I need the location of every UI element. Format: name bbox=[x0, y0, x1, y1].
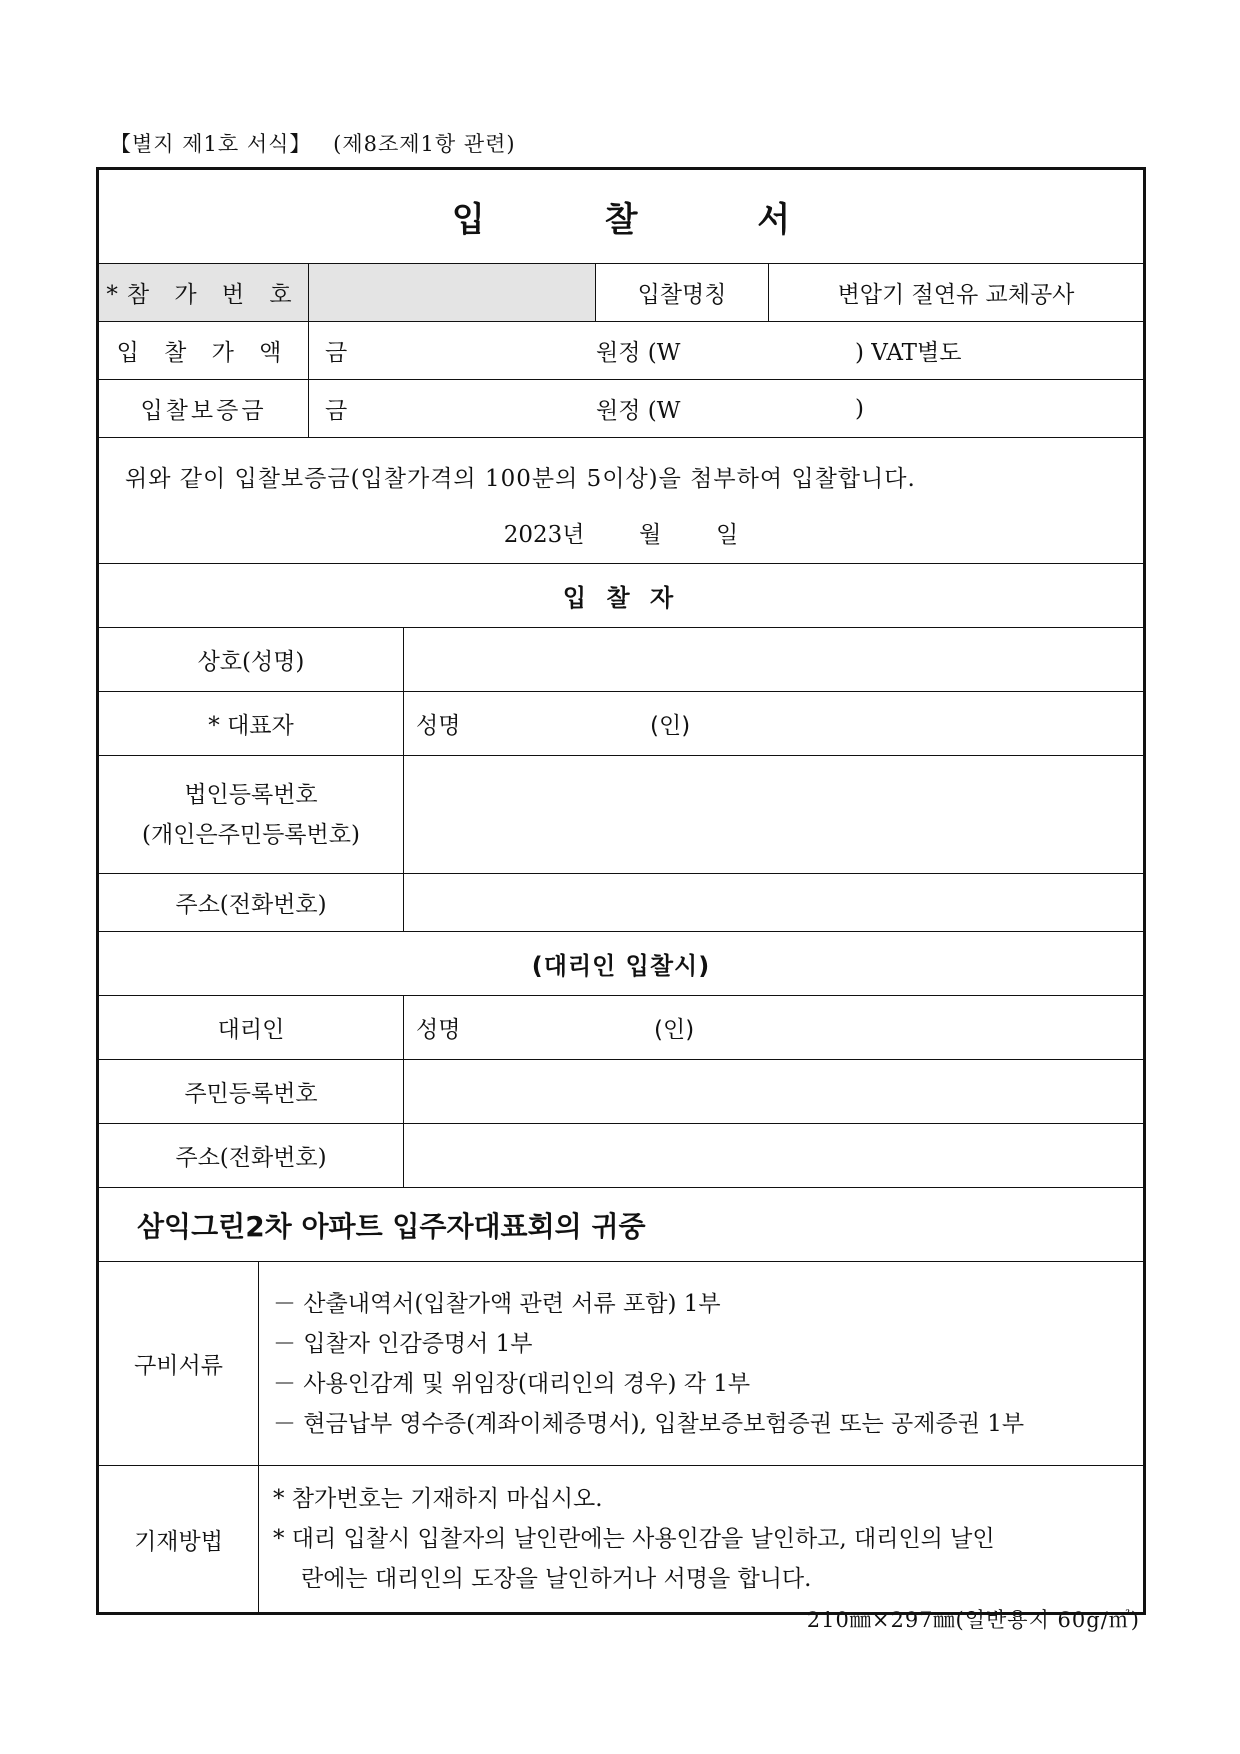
documents-row bbox=[99, 1262, 1143, 1466]
form-number: 【별지 제1호 서식】 bbox=[110, 132, 312, 156]
date-year: 2023년 bbox=[503, 522, 585, 548]
addressee: 삼익그린2차 아파트 입주자대표회의 귀중 bbox=[137, 1209, 646, 1243]
registration-field[interactable] bbox=[404, 756, 1143, 873]
agent-id-field[interactable] bbox=[404, 1060, 1143, 1123]
registration-label-note: (개인은주민등록번호) bbox=[142, 821, 360, 848]
bid-name-label: 입찰명칭 bbox=[637, 282, 727, 308]
company-row bbox=[99, 628, 1143, 692]
method-row bbox=[99, 1466, 1143, 1612]
bidder-heading: 입 찰 자 bbox=[562, 584, 680, 612]
representative-seal: (인) bbox=[650, 713, 691, 739]
agent-heading: (대리인 입찰시) bbox=[531, 952, 711, 980]
document-item: － 사용인감계 및 위임장(대리인의 경우) 각 1부 bbox=[273, 1370, 751, 1397]
registration-row bbox=[99, 756, 1143, 874]
deposit-label: 입찰보증금 bbox=[140, 398, 267, 424]
agent-id-label: 주민등록번호 bbox=[184, 1081, 318, 1107]
bid-amount-prefix: 금 bbox=[325, 340, 348, 366]
representative-row bbox=[99, 692, 1143, 756]
bidder-address-row bbox=[99, 874, 1143, 932]
participant-no-label: *참 가 번 호 bbox=[106, 282, 301, 308]
addressee-row bbox=[99, 1188, 1143, 1262]
method-line: * 참가번호는 기재하지 마십시오. bbox=[273, 1486, 603, 1512]
documents-list bbox=[259, 1262, 1024, 1465]
deposit-field[interactable] bbox=[309, 380, 1143, 437]
method-line: 란에는 대리인의 도장을 날인하거나 서명을 합니다. bbox=[301, 1566, 812, 1592]
participant-row bbox=[99, 264, 1143, 322]
statement-text: 위와 같이 입찰보증금(입찰가격의 100분의 5이상)을 첨부하여 입찰합니다. bbox=[125, 466, 916, 492]
bid-name-value: 변압기 절연유 교체공사 bbox=[837, 282, 1075, 308]
bid-amount-label: 입 찰 가 액 bbox=[116, 340, 291, 366]
bid-amount-suffix: ) VAT별도 bbox=[855, 340, 962, 366]
method-line: * 대리 입찰시 입찰자의 날인란에는 사용인감을 날인하고, 대리인의 날인 bbox=[273, 1526, 995, 1552]
title-row bbox=[99, 170, 1143, 264]
representative-label: * 대표자 bbox=[208, 713, 294, 739]
bid-amount-mid: 원정 (W bbox=[596, 340, 681, 366]
bidder-address-field[interactable] bbox=[404, 874, 1143, 931]
agent-row bbox=[99, 996, 1143, 1060]
paper-spec: 210㎜×297㎜(일반용지 60g/㎡) bbox=[806, 1608, 1140, 1632]
agent-seal: (인) bbox=[654, 1017, 695, 1043]
agent-address-label: 주소(전화번호) bbox=[175, 1145, 327, 1171]
method-label: 기재방법 bbox=[134, 1528, 223, 1555]
agent-id-row bbox=[99, 1060, 1143, 1124]
deposit-row bbox=[99, 380, 1143, 438]
statement-row bbox=[99, 438, 1143, 564]
date-month: 월 bbox=[639, 522, 662, 548]
agent-address-field[interactable] bbox=[404, 1124, 1143, 1187]
documents-label: 구비서류 bbox=[134, 1353, 223, 1379]
bid-amount-row bbox=[99, 322, 1143, 380]
document-item: － 입찰자 인감증명서 1부 bbox=[273, 1330, 533, 1357]
bidder-heading-row bbox=[99, 564, 1143, 628]
document-item: － 현금납부 영수증(계좌이체증명서), 입찰보증보험증권 또는 공제증권 1부 bbox=[273, 1410, 1025, 1437]
agent-heading-row bbox=[99, 932, 1143, 996]
deposit-prefix: 금 bbox=[325, 398, 348, 424]
form-title: 입 찰 서 bbox=[451, 200, 845, 240]
date-day: 일 bbox=[716, 522, 739, 548]
bid-form bbox=[96, 167, 1146, 1615]
agent-name-label: 성명 bbox=[416, 1017, 461, 1043]
bidder-address-label: 주소(전화번호) bbox=[175, 892, 327, 918]
form-reference: (제8조제1항 관련) bbox=[333, 132, 516, 156]
representative-field[interactable] bbox=[404, 692, 1143, 755]
registration-label: 법인등록번호 bbox=[184, 781, 318, 808]
method-list bbox=[259, 1466, 1143, 1612]
form-header bbox=[110, 128, 516, 158]
agent-field[interactable] bbox=[404, 996, 1143, 1059]
deposit-mid: 원정 (W bbox=[596, 398, 681, 424]
representative-name-label: 성명 bbox=[416, 713, 461, 739]
company-field[interactable] bbox=[404, 628, 1143, 691]
company-label: 상호(성명) bbox=[197, 649, 305, 675]
agent-label: 대리인 bbox=[217, 1017, 285, 1043]
statement-date bbox=[99, 516, 1143, 549]
document-item: － 산출내역서(입찰가액 관련 서류 포함) 1부 bbox=[273, 1290, 721, 1317]
agent-address-row bbox=[99, 1124, 1143, 1188]
bid-amount-field[interactable] bbox=[309, 322, 1143, 379]
deposit-suffix: ) bbox=[855, 395, 864, 422]
participant-no-field[interactable] bbox=[309, 264, 596, 321]
